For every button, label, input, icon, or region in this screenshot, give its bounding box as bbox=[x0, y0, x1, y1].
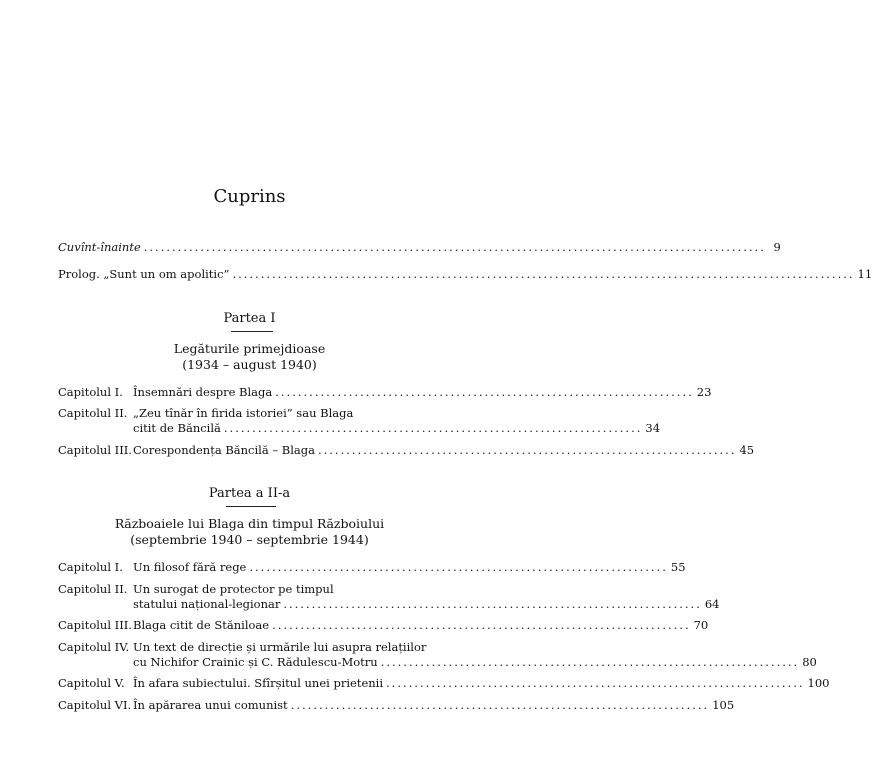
toc-page-number: 100 bbox=[807, 676, 830, 690]
chapter-title: Corespondența Băncilă – Blaga bbox=[133, 443, 315, 457]
chapter-title: citit de Băncilă bbox=[133, 421, 221, 435]
leader-dots: .......................................................................... bbox=[380, 655, 800, 669]
toc-page-number: 80 bbox=[802, 655, 817, 669]
chapter-label: Capitolul II. bbox=[58, 582, 128, 596]
divider bbox=[231, 331, 273, 332]
leader-dots: .............................................................................................................. bbox=[232, 267, 855, 281]
divider bbox=[226, 506, 276, 507]
toc-chapter[interactable] bbox=[58, 443, 755, 458]
toc-page-number: 11 bbox=[857, 267, 872, 281]
leader-dots: .......................................................................... bbox=[272, 618, 691, 632]
part-heading: Partea a II-a bbox=[208, 486, 291, 501]
leader-dots: .............................................................................................................. bbox=[143, 240, 766, 254]
part-subtitle bbox=[0, 341, 499, 373]
chapter-title: Un filosof fără rege bbox=[133, 560, 247, 574]
chapter-label: Capitolul IV. bbox=[58, 640, 130, 654]
chapter-title: Un surogat de protector pe timpul bbox=[133, 582, 334, 596]
part-subtitle-line: (septembrie 1940 – septembrie 1944) bbox=[130, 532, 369, 547]
chapter-label: Capitolul II. bbox=[58, 406, 128, 420]
leader-dots: .......................................................................... bbox=[275, 385, 694, 399]
chapter-title: În apărarea unui comunist bbox=[133, 698, 288, 712]
part-subtitle-line: Războaiele lui Blaga din timpul Războiului bbox=[114, 516, 385, 531]
part-subtitle bbox=[0, 516, 499, 548]
chapter-title: Însemnări despre Blaga bbox=[133, 385, 273, 399]
leader-dots: .......................................................................... bbox=[283, 597, 702, 611]
toc-page-number: 23 bbox=[696, 385, 712, 399]
toc-page-number: 9 bbox=[773, 240, 781, 254]
toc-chapter[interactable] bbox=[58, 698, 735, 713]
toc-chapter[interactable] bbox=[58, 582, 720, 612]
toc-page-number: 34 bbox=[645, 421, 661, 435]
toc-chapter[interactable] bbox=[58, 560, 686, 575]
toc-entry-foreword[interactable] bbox=[58, 240, 781, 255]
toc-chapter[interactable] bbox=[58, 640, 817, 670]
chapter-title: Blaga citit de Stăniloae bbox=[133, 618, 270, 632]
toc-entry-text: Cuvînt-înainte bbox=[58, 240, 141, 254]
leader-dots: .......................................................................... bbox=[290, 698, 710, 712]
chapter-label: Capitolul III. bbox=[58, 618, 132, 632]
leader-dots: .......................................................................... bbox=[386, 676, 805, 690]
chapter-label: Capitolul VI. bbox=[58, 698, 132, 712]
toc-page-number: 105 bbox=[712, 698, 735, 712]
chapter-label: Capitolul III. bbox=[58, 443, 132, 457]
toc-chapter[interactable] bbox=[58, 676, 830, 691]
leader-dots: .......................................................................... bbox=[249, 560, 668, 574]
chapter-label: Capitolul I. bbox=[58, 560, 123, 574]
toc-page-number: 45 bbox=[739, 443, 755, 457]
toc-chapter[interactable] bbox=[58, 385, 712, 400]
chapter-label: Capitolul I. bbox=[58, 385, 123, 399]
chapter-title: cu Nichifor Crainic și C. Rădulescu-Motru bbox=[133, 655, 378, 669]
chapter-title: În afara subiectului. Sfîrșitul unei prietenii bbox=[133, 676, 384, 690]
toc-page-number: 70 bbox=[693, 618, 709, 632]
leader-dots: .......................................................................... bbox=[317, 443, 737, 457]
part-heading: Partea I bbox=[223, 311, 276, 326]
toc-chapter[interactable] bbox=[58, 618, 709, 633]
chapter-label: Capitolul V. bbox=[58, 676, 125, 690]
page-title: Cuprins bbox=[213, 186, 286, 207]
part-subtitle-line: (1934 – august 1940) bbox=[182, 357, 317, 372]
chapter-title: Un text de direcție și urmările lui asupra relațiilor bbox=[133, 640, 427, 654]
toc-entry-text: Prolog. „Sunt un om apolitic” bbox=[58, 267, 230, 281]
toc-page-number: 55 bbox=[670, 560, 686, 574]
leader-dots: .......................................................................... bbox=[223, 421, 643, 435]
part-subtitle-line: Legăturile primejdioase bbox=[173, 341, 326, 356]
chapter-title: statului național-legionar bbox=[133, 597, 281, 611]
toc-page-number: 64 bbox=[704, 597, 720, 611]
toc-chapter[interactable] bbox=[58, 406, 661, 436]
toc-entry-prologue[interactable] bbox=[58, 267, 872, 282]
chapter-title: „Zeu tînăr în firida istoriei” sau Blaga bbox=[133, 406, 354, 420]
